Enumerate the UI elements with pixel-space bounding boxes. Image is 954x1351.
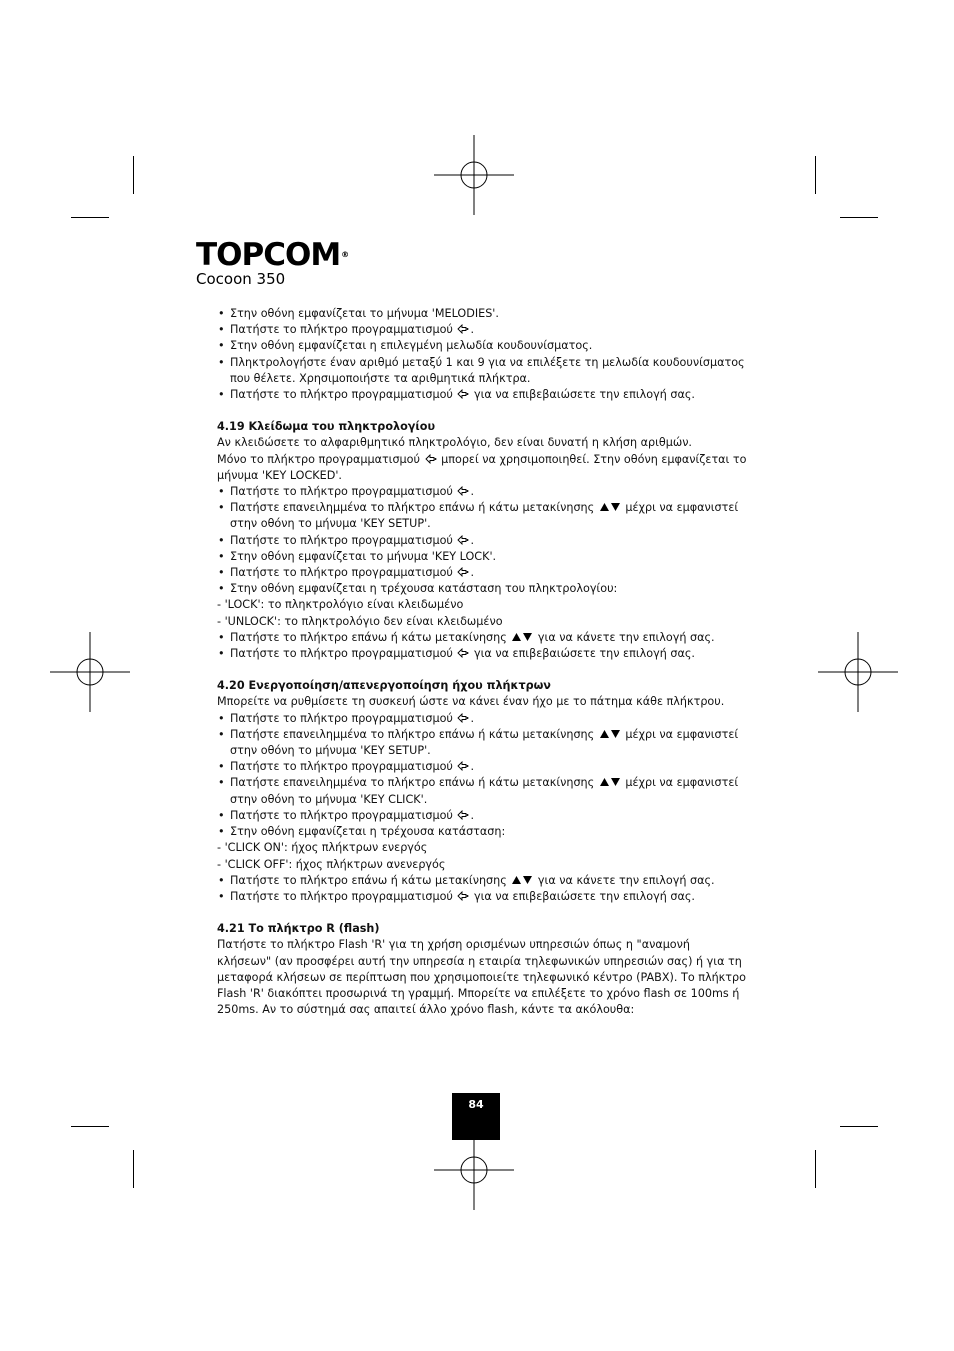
paragraph: - 'UNLOCK': το πληκτρολόγιο δεν είναι κλειδωμένο [217,614,503,628]
crop-mark [71,1126,109,1127]
up-down-arrows-icon [511,874,533,884]
program-key-icon [457,712,469,722]
text-segment: μέχρι να εμφανιστεί στην οθόνη το μήνυμα 'KEY SETUP'. [230,501,739,531]
text-segment: Πατήστε επανειλημμένα το πλήκτρο επάνω ή κάτω μετακίνησης [230,501,598,515]
section-heading: 4.19 Κλείδωμα του πληκτρολογίου [217,420,435,434]
brand-header [196,237,350,288]
text-segment: . [470,323,475,337]
text-segment: για να κάνετε την επιλογή σας. [534,873,715,887]
text-segment: για να επιβεβαιώσετε την επιλογή σας. [470,647,695,661]
paragraph [217,452,747,484]
crop-mark [840,1126,878,1127]
text-segment: . [470,566,475,580]
program-key-icon [457,647,469,657]
registration-mark-icon [434,135,514,215]
bullet-item [217,565,747,581]
text-segment: Πατήστε το πλήκτρο προγραμματισμού [230,388,457,402]
bullet-item [217,873,747,889]
bullet-item [217,889,747,905]
text-segment: . [470,808,475,822]
text-segment: Πατήστε το πλήκτρο προγραμματισμού [230,647,457,661]
bullet-item [217,808,747,824]
bullet-item: • Στην οθόνη εμφανίζεται η τρέχουσα κατάσταση του πληκτρολογίου: [217,581,747,597]
crop-mark [133,1150,134,1188]
bullet-item [217,759,747,775]
text-segment: Πατήστε το πλήκτρο προγραμματισμού [230,533,457,547]
text-segment: μέχρι να εμφανιστεί στην οθόνη το μήνυμα 'KEY CLICK'. [230,776,739,806]
manual-content [217,306,747,1018]
bullet-item [217,484,747,500]
paragraph: Μπορείτε να ρυθμίσετε τη συσκευή ώστε να κάνει έναν ήχο με το πάτημα κάθε πλήκτρου. [217,695,725,709]
paragraph: Πατήστε το πλήκτρο Flash 'R' για τη χρήση ορισμένων υπηρεσιών όπως η "αναμονή κλήσεων" (αν προσφέρει αυτή την υπηρεσία η εταιρία τηλεφωνικών υπηρεσιών σας) ή για τη μεταφορά κλήσεων σε περίπτωση που χρησιμοποιείτε τηλεφωνικό κέντρο (PABX). Το πλήκτρο Flash 'R' διακόπτει προσωρινά τη γραμμή. Μπορείτε να επιλέξετε το χρόνο flash σε 100ms ή 250ms. Αν το σύστημά σας απαιτεί άλλο χρόνο flash, κάντε τα ακόλουθα: [217,938,746,1017]
text-segment: για να επιβεβαιώσετε την επιλογή σας. [470,889,695,903]
text-segment: μέχρι να εμφανιστεί στην οθόνη το μήνυμα 'KEY SETUP'. [230,727,739,758]
bullet-item [217,727,747,759]
section-heading: 4.21 Το πλήκτρο R (flash) [217,922,380,936]
program-key-icon [457,760,469,770]
bullet-item [217,646,747,662]
program-key-icon [457,388,469,398]
text-segment: . [470,533,475,547]
registration-mark-icon [434,1130,514,1210]
bullet-item [217,322,747,338]
crop-mark [815,1150,816,1188]
section-heading: 4.20 Ενεργοποίηση/απενεργοποίηση ήχου πλήκτρων [217,679,551,693]
up-down-arrows-icon [599,501,621,511]
text-segment: . [470,760,475,774]
text-segment: για να κάνετε την επιλογή σας. [534,630,715,644]
bullet-item: • Στην οθόνη εμφανίζεται η τρέχουσα κατάσταση: [217,824,747,840]
bullet-item [217,711,747,727]
bullet-item [217,775,747,807]
text-segment: Πατήστε το πλήκτρο προγραμματισμού [230,566,457,580]
bullet-item [217,387,747,403]
program-key-icon [457,485,469,495]
crop-mark [815,156,816,194]
bullet-item: • Στην οθόνη εμφανίζεται το μήνυμα 'MELODIES'. [217,306,747,322]
text-segment: . [470,485,475,499]
program-key-icon [425,453,437,463]
text-segment: Πατήστε το πλήκτρο προγραμματισμού [230,711,457,725]
registration-mark-icon [818,632,898,712]
crop-mark [133,156,134,194]
text-segment: Πατήστε το πλήκτρο επάνω ή κάτω μετακίνησης [230,630,511,644]
program-key-icon [457,323,469,333]
model-name: Cocoon 350 [196,270,286,288]
paragraph: - 'CLICK OFF': ήχος πλήκτρων ανενεργός [217,857,446,871]
text-segment: . [470,711,475,725]
program-key-icon [457,890,469,900]
up-down-arrows-icon [511,631,533,641]
bullet-item: • Στην οθόνη εμφανίζεται η επιλεγμένη μελωδία κουδουνίσματος. [217,338,747,354]
program-key-icon [457,566,469,576]
bullet-item: • Στην οθόνη εμφανίζεται το μήνυμα 'KEY LOCK'. [217,549,747,565]
page-number: 84 [452,1093,500,1140]
text-segment: Πατήστε το πλήκτρο προγραμματισμού [230,889,457,903]
program-key-icon [457,809,469,819]
topcom-logo: TOPCOM® [196,237,350,273]
registration-mark-icon [50,632,130,712]
text-segment: για να επιβεβαιώσετε την επιλογή σας. [470,388,695,402]
text-segment: μπορεί να χρησιμοποιηθεί. Στην οθόνη εμφανίζεται το μήνυμα 'KEY LOCKED'. [217,452,747,482]
bullet-item [217,630,747,646]
up-down-arrows-icon [599,776,621,786]
text-segment: Πατήστε το πλήκτρο προγραμματισμού [230,485,457,499]
text-segment: Πατήστε επανειλημμένα το πλήκτρο επάνω ή κάτω μετακίνησης [230,727,598,741]
paragraph: - 'CLICK ON': ήχος πλήκτρων ενεργός [217,841,428,855]
program-key-icon [457,534,469,544]
up-down-arrows-icon [599,728,621,738]
paragraph: - 'LOCK': το πληκτρολόγιο είναι κλειδωμένο [217,598,464,612]
text-segment: Πατήστε το πλήκτρο επάνω ή κάτω μετακίνησης [230,873,511,887]
text-segment: Μόνο το πλήκτρο προγραμματισμού [217,452,424,466]
text-segment: Πατήστε το πλήκτρο προγραμματισμού [230,808,457,822]
bullet-item [217,500,747,532]
bullet-item: • Πληκτρολογήστε έναν αριθμό μεταξύ 1 και 9 για να επιλέξετε τη μελωδία κουδουνίσματος που θέλετε. Χρησιμοποιήστε τα αριθμητικά πλήκτρα. [217,355,747,387]
text-segment: Πατήστε το πλήκτρο προγραμματισμού [230,760,457,774]
crop-mark [840,217,878,218]
bullet-item [217,533,747,549]
text-segment: Πατήστε επανειλημμένα το πλήκτρο επάνω ή κάτω μετακίνησης [230,776,598,790]
paragraph: Αν κλειδώσετε το αλφαριθμητικό πληκτρολόγιο, δεν είναι δυνατή η κλήση αριθμών. [217,436,692,450]
text-segment: Πατήστε το πλήκτρο προγραμματισμού [230,323,457,337]
crop-mark [71,217,109,218]
